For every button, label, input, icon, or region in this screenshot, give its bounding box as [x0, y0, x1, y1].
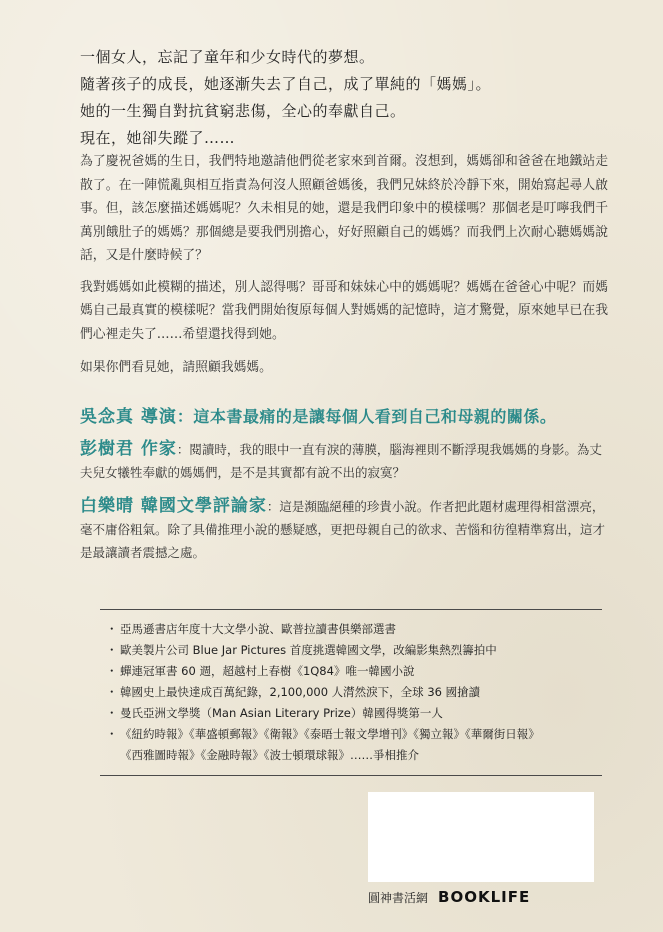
barcode-area: [368, 792, 594, 882]
intro-line: 現在，她卻失蹤了……: [80, 129, 236, 147]
endorsement-2: [80, 434, 610, 484]
intro-line: 隨著孩子的成長，她逐漸失去了自己，成了單純的「媽媽」。: [80, 75, 492, 93]
awards-list: [108, 619, 608, 766]
endorser-name: 彭樹君 作家: [80, 439, 177, 459]
award-item: ・ 蟬連冠軍書 60 週，超越村上春樹《1Q84》唯一韓國小說: [108, 661, 608, 682]
intro-line: 一個女人，忘記了童年和少女時代的夢想。: [80, 48, 375, 66]
synopsis-paragraph: 為了慶祝爸媽的生日，我們特地邀請他們從老家來到首爾。沒想到，媽媽卻和爸爸在地鐵站走散了。在一陣慌亂與相互指責為何沒人照顧爸媽後，我們兄妹終於冷靜下來，開始寫起尋人啟事。但，該怎麼描述媽媽呢？久未相見的她，還是我們印象中的模樣嗎？那個老是叮嚀我們千萬別餓肚子的媽媽？那個總是要我們別擔心，好好照顧自己的媽媽？而我們上次耐心聽媽媽說話，又是什麼時候了？: [80, 154, 608, 263]
award-item: ・ 歐美製片公司 Blue Jar Pictures 首度挑選韓國文學，改編影集熱烈籌拍中: [108, 640, 608, 661]
synopsis: [80, 150, 608, 388]
endorsement-quote: ：這是瀕臨絕種的珍貴小說。作者把此題材處理得相當漂亮，毫不庸俗粗氣。除了具備推理小說的懸疑感，更把母親自己的欲求、苦惱和彷徨精準寫出，這才是最讓讀者震撼之處。: [80, 499, 606, 560]
divider-bottom: [100, 775, 602, 776]
publisher-brand: BOOKLIFE: [438, 888, 531, 906]
endorsement-quote: ：這本書最痛的是讓每個人看到自己和母親的關係。: [176, 407, 557, 426]
divider-top: [100, 609, 602, 610]
award-item: ・ 曼氏亞洲文學獎（Man Asian Literary Prize）韓國得獎第一人: [108, 703, 608, 724]
publisher-site: 圓神書活網: [368, 890, 429, 905]
synopsis-paragraph: 我對媽媽如此模糊的描述，別人認得嗎？哥哥和妹妹心中的媽媽呢？媽媽在爸爸心中呢？而媽媽自己最真實的模樣呢？當我們開始復原每個人對媽媽的記憶時，這才驚覺，原來她早已在我們心裡走失了……希望還找得到她。: [80, 279, 608, 342]
endorsement-3: [80, 491, 610, 564]
publisher-logo: [368, 887, 530, 907]
endorser-name: 吳念真 導演: [80, 407, 177, 427]
endorsement-quote: ：閱讀時，我的眼中一直有淚的薄膜，腦海裡則不斷浮現我媽媽的身影。為丈夫兒女犧牲奉獻的媽媽們，是不是其實都有說不出的寂寞？: [80, 442, 602, 480]
award-item: ・ 韓國史上最快達成百萬紀錄，2,100,000 人潸然淚下，全球 36 國搶讀: [108, 682, 608, 703]
award-item: ・ 亞馬遜書店年度十大文學小說、歐普拉讀書俱樂部選書: [108, 619, 608, 640]
intro-blurb: [80, 44, 600, 152]
endorsement-1: [80, 402, 610, 427]
award-item: ・ 《紐約時報》《華盛頓郵報》《衛報》《泰晤士報文學增刊》《獨立報》《華爾街日報》: [108, 724, 608, 745]
endorsements: [80, 402, 610, 571]
intro-line: 她的一生獨自對抗貧窮悲傷，全心的奉獻自己。: [80, 102, 406, 120]
endorser-name: 白樂晴 韓國文學評論家: [80, 496, 267, 516]
award-item-continued: 《西雅圖時報》《金融時報》《波士頓環球報》……爭相推介: [120, 748, 419, 762]
synopsis-closing: 如果你們看見她，請照顧我媽媽。: [80, 360, 272, 375]
